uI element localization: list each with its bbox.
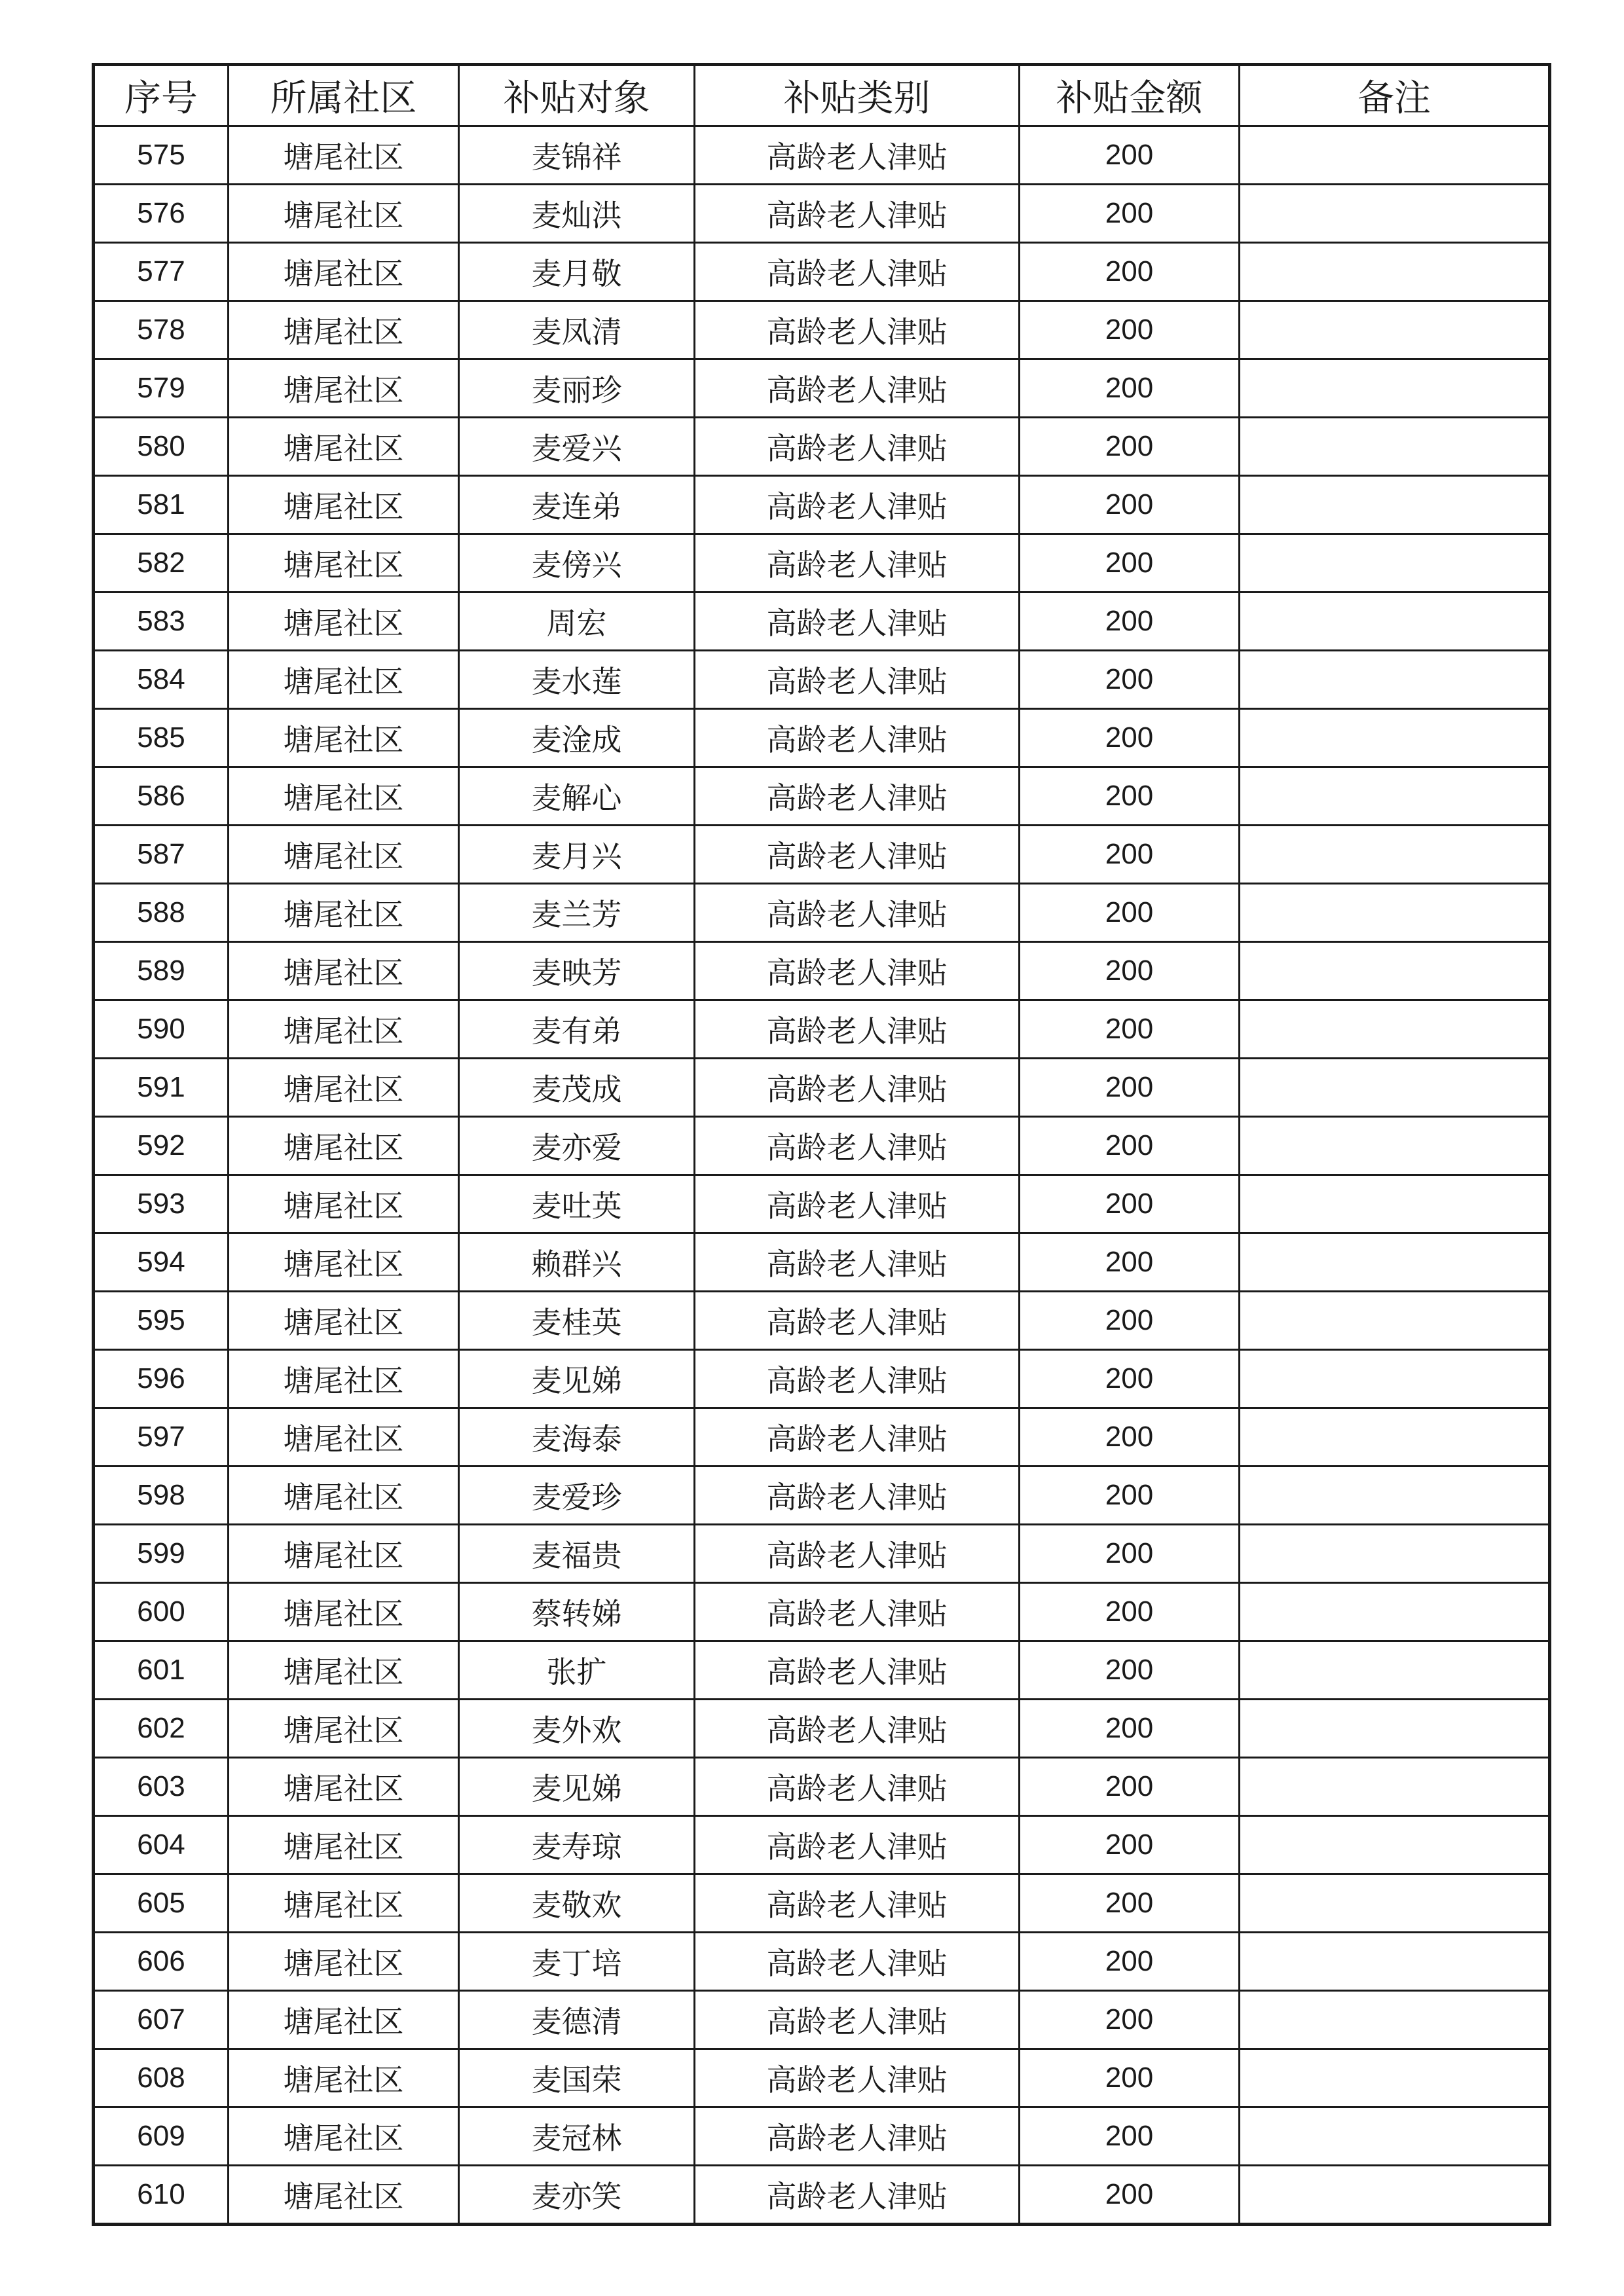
cell-category: 高龄老人津贴 — [695, 1408, 1020, 1467]
cell-community: 塘尾社区 — [229, 1292, 459, 1350]
cell-community: 塘尾社区 — [229, 709, 459, 767]
table-row — [94, 592, 1550, 651]
cell-seq: 588 — [94, 884, 229, 942]
cell-category: 高龄老人津贴 — [695, 1874, 1020, 1933]
cell-community: 塘尾社区 — [229, 1933, 459, 1991]
cell-recipient: 蔡转娣 — [459, 1583, 695, 1641]
cell-category: 高龄老人津贴 — [695, 1467, 1020, 1525]
cell-community: 塘尾社区 — [229, 767, 459, 826]
cell-amount: 200 — [1020, 534, 1240, 592]
cell-recipient: 麦月兴 — [459, 826, 695, 884]
cell-remark — [1240, 418, 1550, 476]
cell-seq: 587 — [94, 826, 229, 884]
table-row — [94, 1292, 1550, 1350]
cell-recipient: 麦冠林 — [459, 2107, 695, 2166]
cell-amount: 200 — [1020, 1525, 1240, 1583]
cell-seq: 594 — [94, 1233, 229, 1292]
cell-recipient: 麦傍兴 — [459, 534, 695, 592]
cell-recipient: 麦见娣 — [459, 1350, 695, 1408]
cell-amount: 200 — [1020, 942, 1240, 1000]
cell-recipient: 麦寿琼 — [459, 1816, 695, 1874]
cell-community: 塘尾社区 — [229, 2107, 459, 2166]
cell-seq: 580 — [94, 418, 229, 476]
cell-remark — [1240, 301, 1550, 359]
cell-seq: 585 — [94, 709, 229, 767]
cell-category: 高龄老人津贴 — [695, 1292, 1020, 1350]
cell-seq: 577 — [94, 243, 229, 301]
cell-category: 高龄老人津贴 — [695, 359, 1020, 418]
cell-community: 塘尾社区 — [229, 1350, 459, 1408]
cell-community: 塘尾社区 — [229, 1467, 459, 1525]
cell-amount: 200 — [1020, 301, 1240, 359]
cell-recipient: 麦见娣 — [459, 1758, 695, 1816]
cell-seq: 598 — [94, 1467, 229, 1525]
cell-category: 高龄老人津贴 — [695, 126, 1020, 185]
cell-recipient: 麦外欢 — [459, 1700, 695, 1758]
cell-category: 高龄老人津贴 — [695, 1059, 1020, 1117]
cell-amount: 200 — [1020, 1350, 1240, 1408]
cell-category: 高龄老人津贴 — [695, 1117, 1020, 1175]
cell-category: 高龄老人津贴 — [695, 1641, 1020, 1700]
cell-category: 高龄老人津贴 — [695, 2107, 1020, 2166]
cell-remark — [1240, 359, 1550, 418]
cell-community: 塘尾社区 — [229, 651, 459, 709]
cell-community: 塘尾社区 — [229, 1059, 459, 1117]
cell-category: 高龄老人津贴 — [695, 709, 1020, 767]
cell-community: 塘尾社区 — [229, 301, 459, 359]
cell-recipient: 麦连弟 — [459, 476, 695, 534]
cell-remark — [1240, 1583, 1550, 1641]
cell-amount: 200 — [1020, 1059, 1240, 1117]
cell-amount: 200 — [1020, 1991, 1240, 2049]
cell-community: 塘尾社区 — [229, 126, 459, 185]
table-row — [94, 126, 1550, 185]
cell-remark — [1240, 1117, 1550, 1175]
table-row — [94, 1350, 1550, 1408]
cell-seq: 603 — [94, 1758, 229, 1816]
cell-amount: 200 — [1020, 709, 1240, 767]
cell-seq: 576 — [94, 185, 229, 243]
cell-amount: 200 — [1020, 1467, 1240, 1525]
cell-category: 高龄老人津贴 — [695, 826, 1020, 884]
cell-seq: 600 — [94, 1583, 229, 1641]
cell-amount: 200 — [1020, 1000, 1240, 1059]
cell-community: 塘尾社区 — [229, 826, 459, 884]
cell-category: 高龄老人津贴 — [695, 1525, 1020, 1583]
cell-amount: 200 — [1020, 185, 1240, 243]
cell-remark — [1240, 476, 1550, 534]
cell-category: 高龄老人津贴 — [695, 884, 1020, 942]
cell-amount: 200 — [1020, 1700, 1240, 1758]
cell-amount: 200 — [1020, 1641, 1240, 1700]
cell-remark — [1240, 126, 1550, 185]
table-row — [94, 1874, 1550, 1933]
cell-community: 塘尾社区 — [229, 1874, 459, 1933]
header-row — [94, 65, 1550, 126]
cell-amount: 200 — [1020, 418, 1240, 476]
cell-remark — [1240, 767, 1550, 826]
cell-category: 高龄老人津贴 — [695, 592, 1020, 651]
header-community: 所属社区 — [229, 65, 459, 126]
cell-remark — [1240, 942, 1550, 1000]
cell-seq: 610 — [94, 2166, 229, 2225]
table-row — [94, 476, 1550, 534]
cell-remark — [1240, 1175, 1550, 1233]
cell-recipient: 麦海泰 — [459, 1408, 695, 1467]
cell-remark — [1240, 1641, 1550, 1700]
cell-category: 高龄老人津贴 — [695, 534, 1020, 592]
cell-remark — [1240, 1059, 1550, 1117]
cell-seq: 590 — [94, 1000, 229, 1059]
cell-category: 高龄老人津贴 — [695, 1816, 1020, 1874]
cell-amount: 200 — [1020, 884, 1240, 942]
cell-recipient: 麦敬欢 — [459, 1874, 695, 1933]
table-row — [94, 1408, 1550, 1467]
header-recipient: 补贴对象 — [459, 65, 695, 126]
cell-category: 高龄老人津贴 — [695, 418, 1020, 476]
cell-remark — [1240, 1467, 1550, 1525]
cell-community: 塘尾社区 — [229, 1117, 459, 1175]
cell-amount: 200 — [1020, 2107, 1240, 2166]
table-row — [94, 1525, 1550, 1583]
cell-recipient: 赖群兴 — [459, 1233, 695, 1292]
cell-category: 高龄老人津贴 — [695, 1933, 1020, 1991]
cell-category: 高龄老人津贴 — [695, 2166, 1020, 2225]
cell-community: 塘尾社区 — [229, 1175, 459, 1233]
cell-recipient: 麦灿洪 — [459, 185, 695, 243]
cell-seq: 582 — [94, 534, 229, 592]
cell-category: 高龄老人津贴 — [695, 1583, 1020, 1641]
cell-community: 塘尾社区 — [229, 1991, 459, 2049]
cell-seq: 608 — [94, 2049, 229, 2107]
cell-recipient: 周宏 — [459, 592, 695, 651]
cell-seq: 586 — [94, 767, 229, 826]
cell-seq: 597 — [94, 1408, 229, 1467]
table-row — [94, 709, 1550, 767]
table-row — [94, 1175, 1550, 1233]
cell-category: 高龄老人津贴 — [695, 2049, 1020, 2107]
table-row — [94, 1233, 1550, 1292]
table-row — [94, 1583, 1550, 1641]
cell-community: 塘尾社区 — [229, 1758, 459, 1816]
cell-recipient: 麦丁培 — [459, 1933, 695, 1991]
cell-seq: 591 — [94, 1059, 229, 1117]
cell-remark — [1240, 1408, 1550, 1467]
cell-remark — [1240, 534, 1550, 592]
cell-amount: 200 — [1020, 1408, 1240, 1467]
cell-remark — [1240, 709, 1550, 767]
cell-community: 塘尾社区 — [229, 1408, 459, 1467]
table-row — [94, 884, 1550, 942]
cell-recipient: 麦映芳 — [459, 942, 695, 1000]
table-row — [94, 1000, 1550, 1059]
cell-remark — [1240, 2049, 1550, 2107]
cell-amount: 200 — [1020, 1874, 1240, 1933]
cell-amount: 200 — [1020, 1117, 1240, 1175]
table-row — [94, 1117, 1550, 1175]
cell-community: 塘尾社区 — [229, 1641, 459, 1700]
cell-community: 塘尾社区 — [229, 592, 459, 651]
cell-seq: 596 — [94, 1350, 229, 1408]
cell-seq: 592 — [94, 1117, 229, 1175]
cell-recipient: 麦爱珍 — [459, 1467, 695, 1525]
cell-remark — [1240, 1758, 1550, 1816]
cell-amount: 200 — [1020, 2166, 1240, 2225]
cell-remark — [1240, 1233, 1550, 1292]
cell-recipient: 麦亦爱 — [459, 1117, 695, 1175]
cell-seq: 595 — [94, 1292, 229, 1350]
table-body — [94, 126, 1550, 2225]
table-row — [94, 1933, 1550, 1991]
cell-seq: 589 — [94, 942, 229, 1000]
cell-amount: 200 — [1020, 126, 1240, 185]
cell-category: 高龄老人津贴 — [695, 1233, 1020, 1292]
cell-community: 塘尾社区 — [229, 185, 459, 243]
cell-amount: 200 — [1020, 592, 1240, 651]
header-seq: 序号 — [94, 65, 229, 126]
cell-remark — [1240, 1933, 1550, 1991]
cell-community: 塘尾社区 — [229, 243, 459, 301]
header-amount: 补贴金额 — [1020, 65, 1240, 126]
cell-recipient: 麦淦成 — [459, 709, 695, 767]
cell-remark — [1240, 1991, 1550, 2049]
cell-category: 高龄老人津贴 — [695, 1758, 1020, 1816]
cell-category: 高龄老人津贴 — [695, 1350, 1020, 1408]
cell-remark — [1240, 1000, 1550, 1059]
table-row — [94, 1700, 1550, 1758]
table-row — [94, 301, 1550, 359]
cell-remark — [1240, 1816, 1550, 1874]
cell-community: 塘尾社区 — [229, 1700, 459, 1758]
cell-seq: 601 — [94, 1641, 229, 1700]
cell-category: 高龄老人津贴 — [695, 1175, 1020, 1233]
cell-recipient: 麦有弟 — [459, 1000, 695, 1059]
cell-remark — [1240, 243, 1550, 301]
cell-category: 高龄老人津贴 — [695, 476, 1020, 534]
cell-community: 塘尾社区 — [229, 1816, 459, 1874]
cell-recipient: 麦福贵 — [459, 1525, 695, 1583]
cell-remark — [1240, 185, 1550, 243]
cell-recipient: 麦亦笑 — [459, 2166, 695, 2225]
cell-category: 高龄老人津贴 — [695, 1700, 1020, 1758]
table-row — [94, 243, 1550, 301]
subsidy-table — [92, 63, 1551, 2226]
cell-community: 塘尾社区 — [229, 418, 459, 476]
cell-community: 塘尾社区 — [229, 942, 459, 1000]
table-row — [94, 826, 1550, 884]
table-header — [94, 65, 1550, 126]
cell-recipient: 麦丽珍 — [459, 359, 695, 418]
cell-recipient: 麦德清 — [459, 1991, 695, 2049]
cell-community: 塘尾社区 — [229, 476, 459, 534]
cell-remark — [1240, 651, 1550, 709]
cell-seq: 609 — [94, 2107, 229, 2166]
table-row — [94, 418, 1550, 476]
cell-amount: 200 — [1020, 243, 1240, 301]
cell-recipient: 张扩 — [459, 1641, 695, 1700]
table-row — [94, 1467, 1550, 1525]
cell-category: 高龄老人津贴 — [695, 651, 1020, 709]
table-row — [94, 1991, 1550, 2049]
cell-remark — [1240, 884, 1550, 942]
cell-recipient: 麦吐英 — [459, 1175, 695, 1233]
cell-remark — [1240, 592, 1550, 651]
cell-recipient: 麦爱兴 — [459, 418, 695, 476]
cell-remark — [1240, 2107, 1550, 2166]
cell-recipient: 麦锦祥 — [459, 126, 695, 185]
cell-remark — [1240, 1292, 1550, 1350]
cell-amount: 200 — [1020, 767, 1240, 826]
cell-community: 塘尾社区 — [229, 534, 459, 592]
table-row — [94, 1758, 1550, 1816]
cell-community: 塘尾社区 — [229, 884, 459, 942]
cell-community: 塘尾社区 — [229, 2166, 459, 2225]
cell-remark — [1240, 1700, 1550, 1758]
cell-remark — [1240, 826, 1550, 884]
cell-community: 塘尾社区 — [229, 1000, 459, 1059]
cell-recipient: 麦国荣 — [459, 2049, 695, 2107]
table-row — [94, 2107, 1550, 2166]
cell-amount: 200 — [1020, 1758, 1240, 1816]
cell-amount: 200 — [1020, 1175, 1240, 1233]
cell-seq: 584 — [94, 651, 229, 709]
cell-seq: 605 — [94, 1874, 229, 1933]
cell-amount: 200 — [1020, 1933, 1240, 1991]
cell-recipient: 麦凤清 — [459, 301, 695, 359]
table-row — [94, 942, 1550, 1000]
cell-category: 高龄老人津贴 — [695, 301, 1020, 359]
cell-remark — [1240, 1350, 1550, 1408]
table-row — [94, 1059, 1550, 1117]
cell-seq: 599 — [94, 1525, 229, 1583]
cell-seq: 602 — [94, 1700, 229, 1758]
cell-recipient: 麦兰芳 — [459, 884, 695, 942]
cell-amount: 200 — [1020, 1233, 1240, 1292]
table-row — [94, 2049, 1550, 2107]
cell-recipient: 麦月敬 — [459, 243, 695, 301]
cell-seq: 604 — [94, 1816, 229, 1874]
cell-amount: 200 — [1020, 651, 1240, 709]
cell-remark — [1240, 2166, 1550, 2225]
cell-seq: 593 — [94, 1175, 229, 1233]
cell-amount: 200 — [1020, 826, 1240, 884]
cell-remark — [1240, 1874, 1550, 1933]
cell-community: 塘尾社区 — [229, 2049, 459, 2107]
cell-community: 塘尾社区 — [229, 1525, 459, 1583]
cell-seq: 583 — [94, 592, 229, 651]
table-row — [94, 2166, 1550, 2225]
cell-community: 塘尾社区 — [229, 1233, 459, 1292]
header-category: 补贴类别 — [695, 65, 1020, 126]
cell-community: 塘尾社区 — [229, 1583, 459, 1641]
cell-amount: 200 — [1020, 1292, 1240, 1350]
cell-seq: 606 — [94, 1933, 229, 1991]
cell-amount: 200 — [1020, 1583, 1240, 1641]
table-row — [94, 534, 1550, 592]
cell-amount: 200 — [1020, 2049, 1240, 2107]
cell-recipient: 麦茂成 — [459, 1059, 695, 1117]
cell-recipient: 麦解心 — [459, 767, 695, 826]
cell-category: 高龄老人津贴 — [695, 185, 1020, 243]
cell-seq: 575 — [94, 126, 229, 185]
cell-community: 塘尾社区 — [229, 359, 459, 418]
cell-remark — [1240, 1525, 1550, 1583]
cell-category: 高龄老人津贴 — [695, 243, 1020, 301]
cell-amount: 200 — [1020, 1816, 1240, 1874]
cell-amount: 200 — [1020, 359, 1240, 418]
table-row — [94, 359, 1550, 418]
table-row — [94, 1641, 1550, 1700]
table-row — [94, 651, 1550, 709]
cell-seq: 581 — [94, 476, 229, 534]
cell-seq: 578 — [94, 301, 229, 359]
table-row — [94, 1816, 1550, 1874]
cell-recipient: 麦水莲 — [459, 651, 695, 709]
cell-category: 高龄老人津贴 — [695, 1000, 1020, 1059]
cell-category: 高龄老人津贴 — [695, 942, 1020, 1000]
header-remark: 备注 — [1240, 65, 1550, 126]
table-row — [94, 185, 1550, 243]
cell-seq: 579 — [94, 359, 229, 418]
table-row — [94, 767, 1550, 826]
cell-seq: 607 — [94, 1991, 229, 2049]
cell-category: 高龄老人津贴 — [695, 1991, 1020, 2049]
cell-amount: 200 — [1020, 476, 1240, 534]
cell-category: 高龄老人津贴 — [695, 767, 1020, 826]
cell-recipient: 麦桂英 — [459, 1292, 695, 1350]
